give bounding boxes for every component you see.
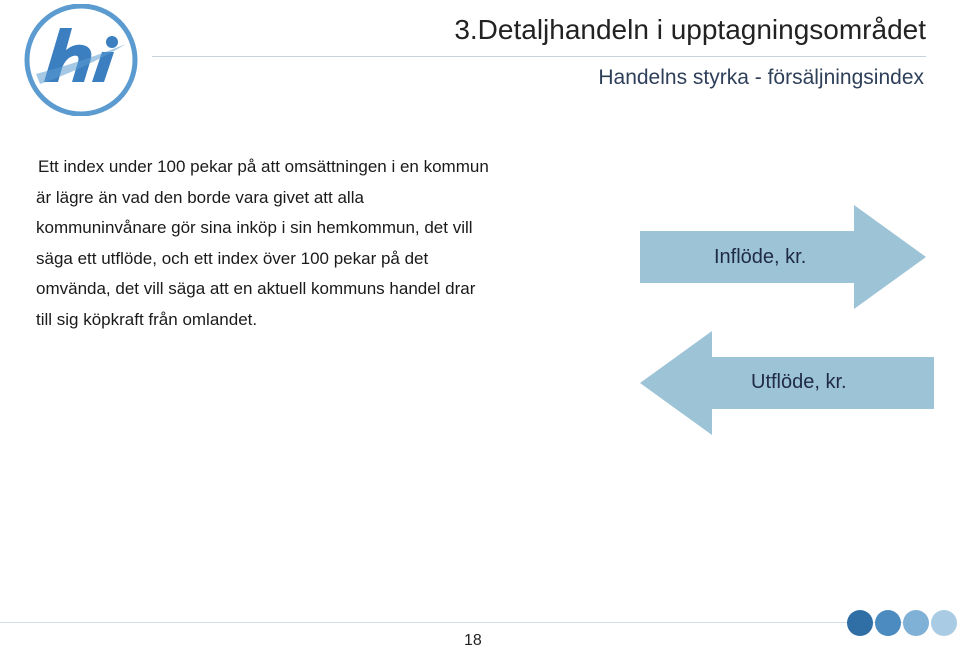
body-line: kommuninvånare gör sina inköp i sin hemkommun, det vill: [36, 218, 473, 237]
hi-logo: [22, 4, 140, 116]
body-line: Ett index under 100 pekar på att omsättningen i en kommun: [38, 157, 489, 176]
body-line: till sig köpkraft från omlandet.: [36, 309, 258, 329]
page-title: 3.Detaljhandeln i upptagningsområdet: [454, 14, 926, 45]
body-line: är lägre än vad den borde vara givet att alla: [36, 187, 364, 207]
page-number: 18: [464, 632, 482, 649]
footer-divider: [0, 622, 920, 623]
page-subtitle: Handelns styrka - försäljningsindex: [598, 66, 924, 89]
title-divider: [152, 56, 926, 57]
decorative-dots: [846, 609, 960, 637]
outflow-label: Utflöde, kr.: [751, 371, 847, 393]
body-line: säga ett utflöde, och ett index över 100 pekar på det: [36, 248, 429, 268]
body-paragraph: [36, 152, 556, 335]
inflow-label: Inflöde, kr.: [714, 246, 807, 268]
body-line: omvända, det vill säga att en aktuell kommuns handel drar: [36, 279, 476, 298]
